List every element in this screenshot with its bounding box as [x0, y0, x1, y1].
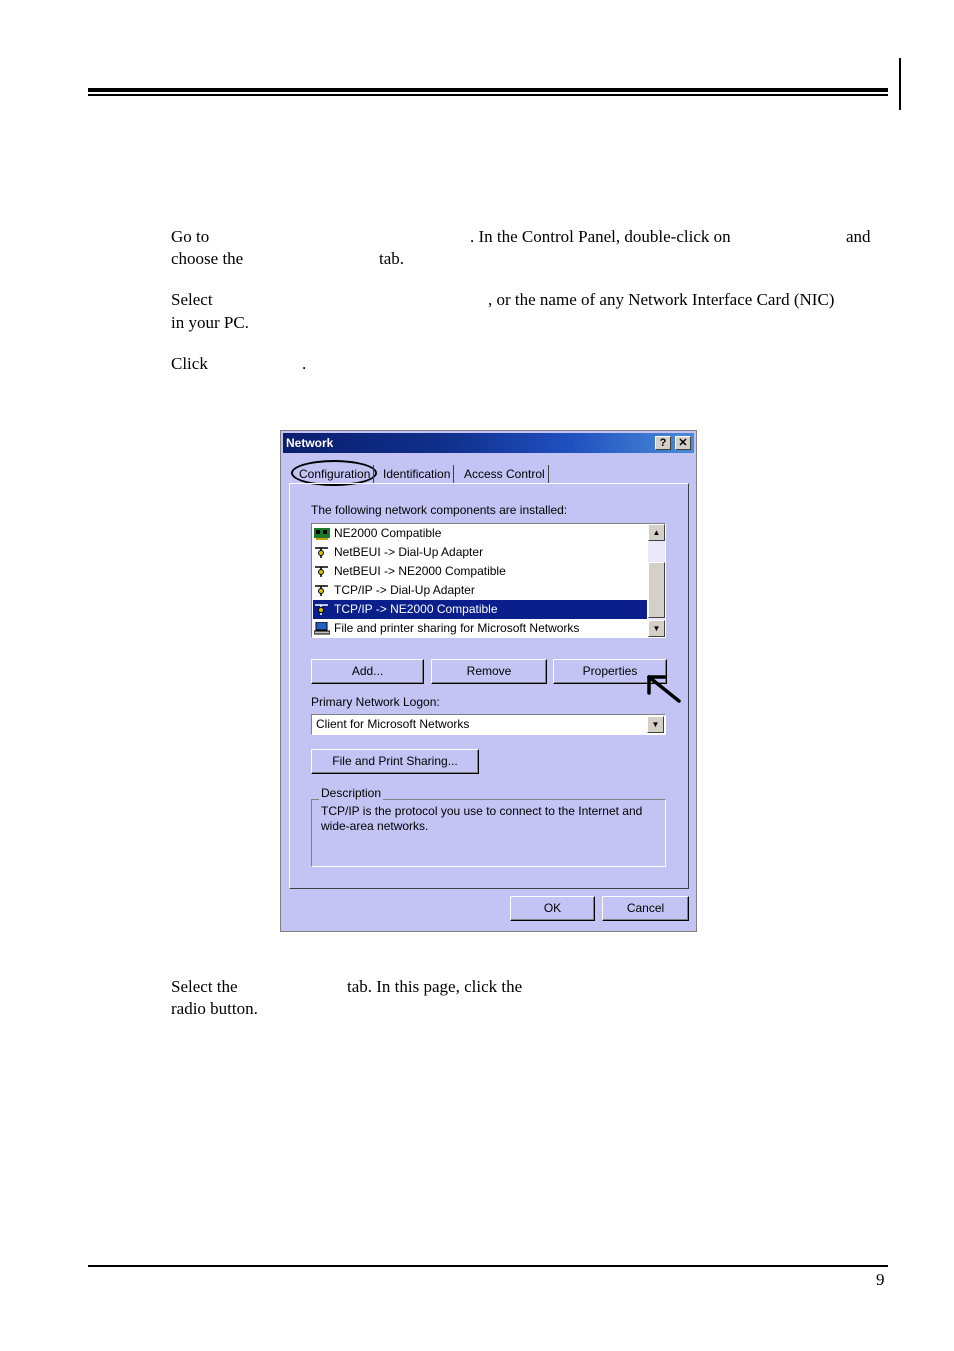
p4-text-a: Select the [171, 977, 238, 996]
network-dialog [280, 430, 697, 932]
p1-text-b: . In the Control Panel, double-click on [470, 227, 731, 246]
list-item-label: File and printer sharing for Microsoft Networks [334, 621, 580, 635]
protocol-icon [314, 603, 330, 616]
list-item[interactable] [313, 619, 647, 638]
p3-text-a: Click [171, 354, 208, 373]
primary-logon-select[interactable] [311, 714, 666, 735]
chevron-down-icon[interactable]: ▼ [647, 716, 664, 733]
file-print-sharing-button[interactable]: File and Print Sharing... [311, 749, 479, 774]
p1-text-d: choose the [171, 249, 244, 268]
scroll-down-icon[interactable]: ▼ [648, 620, 665, 637]
ok-button[interactable]: OK [510, 896, 595, 921]
page-number: 9 [876, 1270, 885, 1289]
tab-configuration[interactable]: Configuration [296, 465, 374, 483]
header-rule [88, 88, 888, 92]
protocol-icon [314, 584, 330, 597]
list-item-label: NetBEUI -> Dial-Up Adapter [334, 545, 484, 559]
list-item[interactable] [313, 581, 647, 600]
logon-label: Primary Network Logon: [311, 695, 440, 709]
list-item[interactable] [313, 562, 647, 581]
p1-text-e: tab. [379, 249, 405, 268]
list-item-label: TCP/IP -> NE2000 Compatible [334, 602, 498, 616]
components-list[interactable] [311, 523, 666, 638]
p3-text-b: . [302, 354, 307, 373]
scroll-up-icon[interactable]: ▲ [648, 524, 665, 541]
dialog-title: Network [286, 436, 334, 450]
tab-identification[interactable]: Identification [380, 465, 454, 483]
scroll-thumb[interactable] [648, 562, 665, 618]
components-scrollbar[interactable] [648, 524, 665, 637]
p4-text-c: radio button. [171, 999, 258, 1018]
list-item[interactable] [313, 524, 647, 543]
properties-button[interactable]: Properties [553, 659, 667, 684]
p2-text-b: , or the name of any Network Interface Card (NIC) [488, 290, 835, 309]
p2-text-c: in your PC. [171, 313, 249, 332]
p2-text-a: Select [171, 290, 213, 309]
help-button[interactable]: ? [655, 436, 671, 450]
protocol-icon [314, 565, 330, 578]
network-card-icon [314, 527, 330, 540]
tab-access-control[interactable]: Access Control [461, 465, 549, 483]
close-button[interactable]: ✕ [675, 436, 691, 450]
header-side-rule [899, 58, 901, 110]
p1-text-a: Go to [171, 227, 210, 246]
header-rule-thin [88, 94, 888, 96]
hand-drawn-arrow-icon [643, 673, 683, 705]
list-item-selected[interactable] [313, 600, 647, 619]
remove-button[interactable]: Remove [431, 659, 547, 684]
computer-icon [314, 622, 330, 635]
p4-text-b: tab. In this page, click the [347, 977, 523, 996]
logon-value: Client for Microsoft Networks [316, 717, 470, 731]
components-label: The following network components are installed: [311, 503, 568, 517]
description-text: TCP/IP is the protocol you use to connect to the Internet and wide-area networks. [321, 804, 643, 833]
p1-text-c: and [846, 227, 871, 246]
description-title: Description [321, 786, 382, 800]
list-item-label: NE2000 Compatible [334, 526, 442, 540]
dialog-title-bar [283, 433, 694, 453]
cancel-button[interactable]: Cancel [602, 896, 689, 921]
protocol-icon [314, 546, 330, 559]
list-item[interactable] [313, 543, 647, 562]
footer-rule [88, 1265, 888, 1267]
list-item-label: NetBEUI -> NE2000 Compatible [334, 564, 506, 578]
add-button[interactable]: Add... [311, 659, 424, 684]
list-item-label: TCP/IP -> Dial-Up Adapter [334, 583, 475, 597]
